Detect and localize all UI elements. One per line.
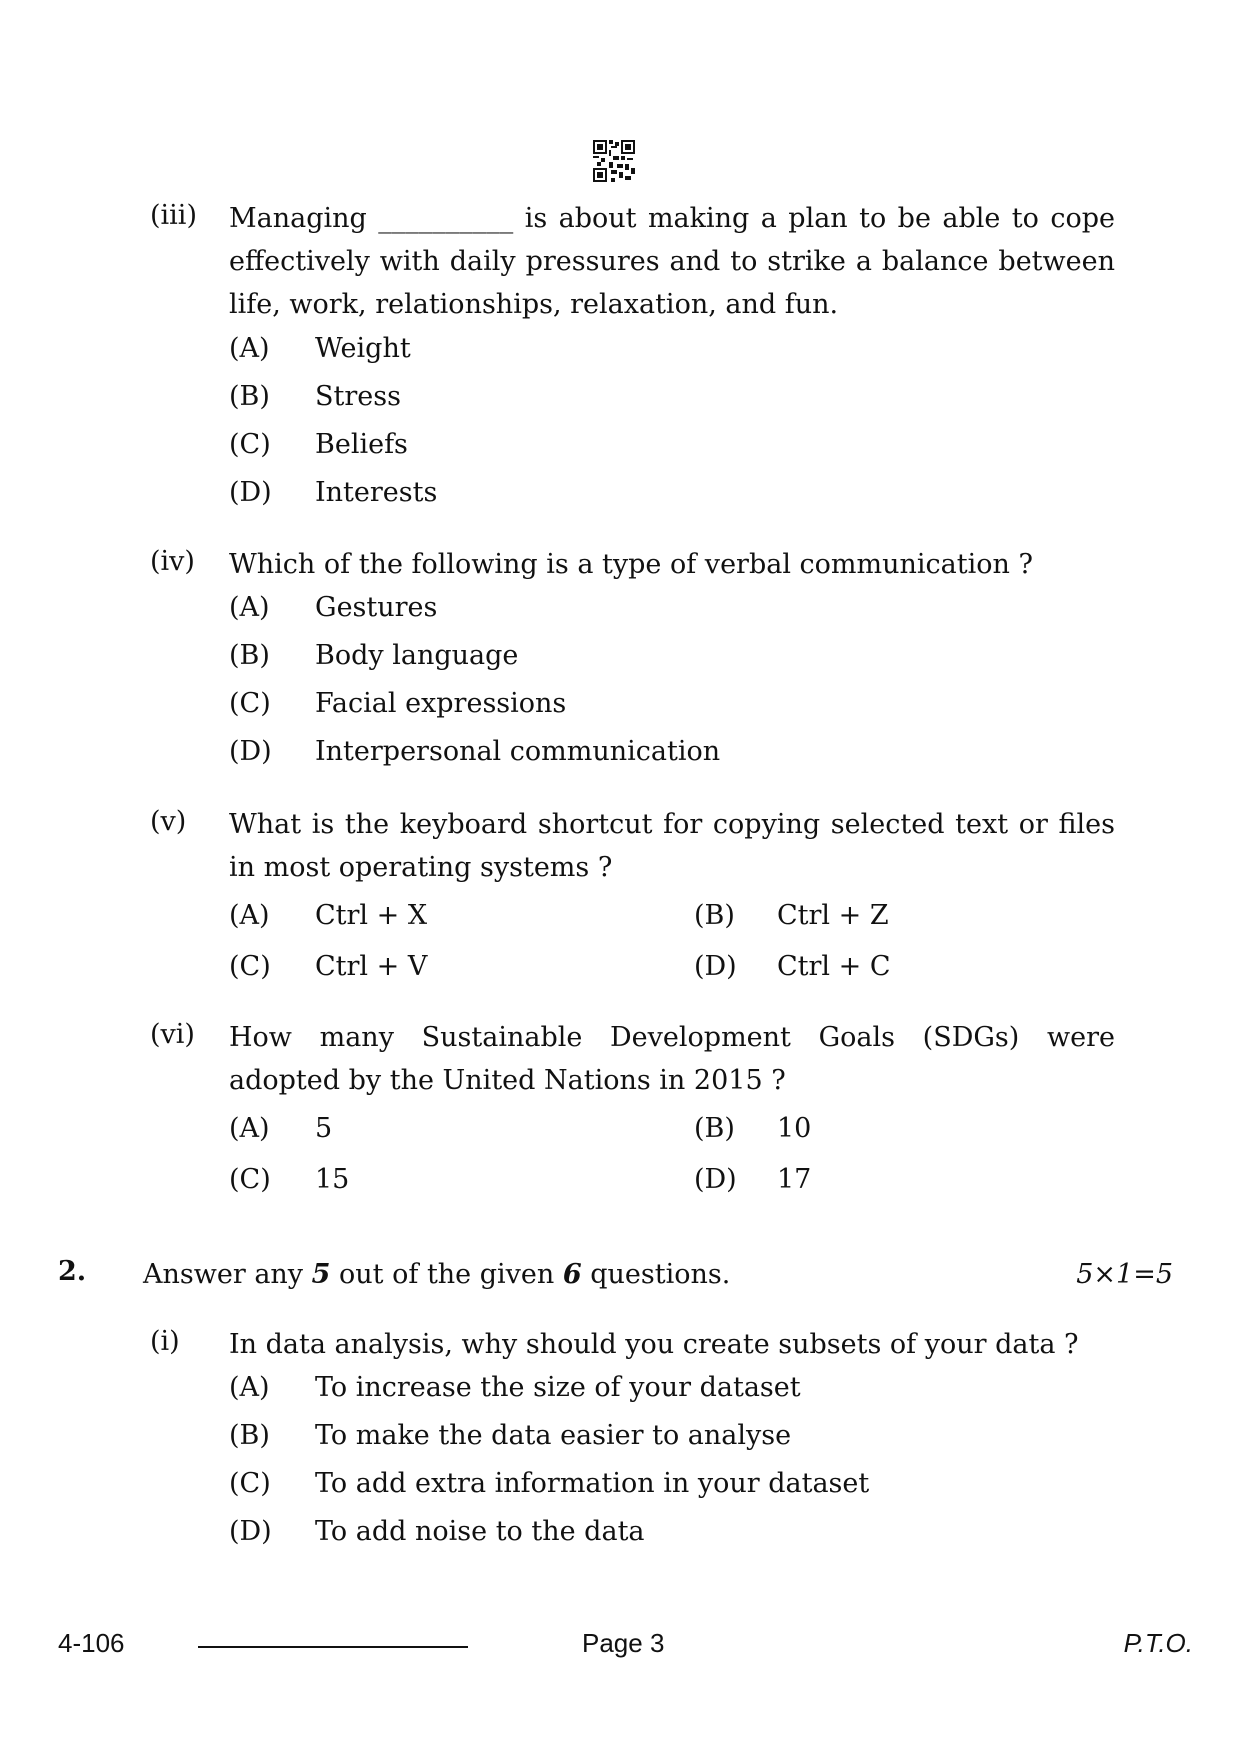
footer-divider <box>198 1646 468 1648</box>
option-text: Interests <box>315 477 438 508</box>
option-label: (A) <box>229 592 270 623</box>
section-number: 2. <box>58 1256 87 1287</box>
option-label: (D) <box>229 1516 272 1547</box>
instruction-total: 6 <box>562 1259 582 1290</box>
instruction-count: 5 <box>311 1259 331 1290</box>
option-label: (C) <box>229 1468 271 1499</box>
option-label: (A) <box>229 1113 270 1144</box>
option-label: (C) <box>229 429 271 460</box>
option-text: Stress <box>315 381 401 412</box>
option-label: (B) <box>229 1420 270 1451</box>
option-label: (B) <box>694 1113 735 1144</box>
question-number: (iii) <box>150 200 197 231</box>
section-instruction <box>143 1253 730 1296</box>
question-text: Managing __________ is about making a plan to be able to cope effectively with daily pressures and to strike a balance between life, work, relationships, relaxation, and fun. <box>229 203 1115 320</box>
paper-code: 4-106 <box>58 1628 125 1658</box>
option-label: (D) <box>694 1164 737 1195</box>
option-text: 17 <box>777 1164 812 1195</box>
question-number: (iv) <box>150 546 195 577</box>
option-label: (C) <box>229 1164 271 1195</box>
option-label: (D) <box>229 477 272 508</box>
page-number: Page 3 <box>582 1628 665 1658</box>
question-text: In data analysis, why should you create subsets of your data ? <box>229 1329 1079 1360</box>
option-label: (D) <box>229 736 272 767</box>
question-text: How many Sustainable Development Goals (SDGs) were adopted by the United Nations in 2015 ? <box>229 1022 1115 1096</box>
option-text: Body language <box>315 640 519 671</box>
option-text: Interpersonal communication <box>315 736 721 767</box>
option-text: Gestures <box>315 592 438 623</box>
question-number: (i) <box>150 1326 180 1357</box>
instruction-text: out of the given <box>330 1259 563 1290</box>
option-text: Weight <box>315 333 411 364</box>
question-text: What is the keyboard shortcut for copying selected text or files in most operating systems ? <box>229 809 1115 883</box>
option-text: To add noise to the data <box>315 1516 645 1547</box>
pto-label: P.T.O. <box>1123 1628 1193 1658</box>
question-number: (v) <box>150 806 187 837</box>
option-text: Ctrl + Z <box>777 900 889 931</box>
option-text: To increase the size of your dataset <box>315 1372 801 1403</box>
option-label: (A) <box>229 900 270 931</box>
instruction-text: questions. <box>581 1259 731 1290</box>
option-text: To make the data easier to analyse <box>315 1420 792 1451</box>
option-text: 5 <box>315 1113 333 1144</box>
qr-code-icon <box>593 140 635 182</box>
question-number: (vi) <box>150 1019 195 1050</box>
option-label: (D) <box>694 951 737 982</box>
option-text: Ctrl + C <box>777 951 891 982</box>
section-marks: 5×1=5 <box>1076 1259 1173 1290</box>
question-text: Which of the following is a type of verbal communication ? <box>229 549 1033 580</box>
option-text: Ctrl + V <box>315 951 428 982</box>
option-text: Facial expressions <box>315 688 567 719</box>
option-text: 10 <box>777 1113 812 1144</box>
option-text: 15 <box>315 1164 350 1195</box>
option-label: (C) <box>229 951 271 982</box>
option-label: (A) <box>229 1372 270 1403</box>
option-label: (B) <box>229 640 270 671</box>
option-text: Beliefs <box>315 429 408 460</box>
option-label: (C) <box>229 688 271 719</box>
option-label: (B) <box>694 900 735 931</box>
option-text: Ctrl + X <box>315 900 428 931</box>
option-label: (A) <box>229 333 270 364</box>
option-label: (B) <box>229 381 270 412</box>
instruction-text: Answer any <box>143 1259 312 1290</box>
option-text: To add extra information in your dataset <box>315 1468 870 1499</box>
